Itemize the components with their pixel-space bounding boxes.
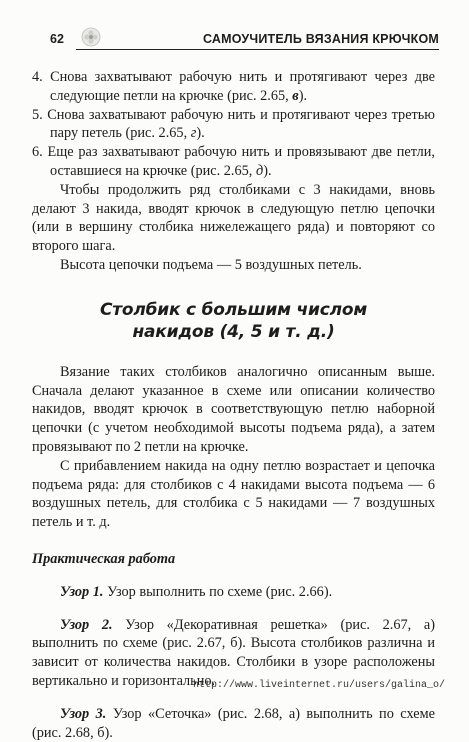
step-item-5: 5. Снова захватывают рабочую нить и протягивают через третью пару петель (рис. 2.65, г).: [32, 106, 435, 142]
source-url: http://www.liveinternet.ru/users/galina_o/: [192, 680, 445, 691]
practice-heading: Практическая работа: [32, 550, 176, 567]
page-header: [28, 30, 439, 50]
page-number: 62: [50, 32, 64, 46]
paragraph-height: Высота цепочки подъема — 5 воздушных петель.: [60, 256, 362, 273]
paragraph-similar: Вязание таких столбиков аналогично описанным выше. Сначала делают указанное в схеме или описании количество накидов, вводят крючок в соответствующую петлю наборной цепочки (с учетом необходимой высоты подъема ряда), а затем провязывают по 2 петли на крючке.: [32, 363, 435, 455]
step-item-4: 4. Снова захватывают рабочую нить и протягивают через две следующие петли на крючке (рис. 2.65, в).: [32, 69, 435, 104]
flower-emblem-icon: [81, 27, 101, 47]
step-item-6: 6. Еще раз захватывают рабочую нить и провязывают две петли, оставшиеся на крючке (рис. 2.65, д).: [32, 144, 435, 179]
page-body: [32, 68, 435, 742]
running-title: САМОУЧИТЕЛЬ ВЯЗАНИЯ КРЮЧКОМ: [203, 32, 439, 46]
pattern-3: Узор 3. Узор «Сеточка» (рис. 2.68, а) выполнить по схеме (рис. 2.68, б).: [32, 705, 435, 741]
pattern-2: Узор 2. Узор «Декоративная решетка» (рис. 2.67, а) выполнить по схеме (рис. 2.67, б). Высота столбиков различна и зависит от количества накидов. Столбики в узоре расположены вертикально и горизонтально.: [32, 616, 435, 689]
paragraph-increase: С прибавлением накида на одну петлю возрастает и цепочка подъема ряда: для столбиков с 4 накидами высота подъема — 6 воздушных петель, для столбика с 5 накидами — 7 воздушных петель и т. д.: [32, 457, 435, 531]
paragraph-continue: Чтобы продолжить ряд столбиками с 3 накидами, вновь делают 3 накида, вводят крючок в следующую петлю цепочки (или в вершину столбика нижележащего ряда) и повторяют со второго шага.: [32, 181, 435, 255]
pattern-1: Узор 1. Узор выполнить по схеме (рис. 2.66).: [60, 583, 333, 600]
section-title: Столбик с большим числом накидов (4, 5 и т. д.): [99, 299, 368, 342]
header-rule: [76, 49, 439, 50]
